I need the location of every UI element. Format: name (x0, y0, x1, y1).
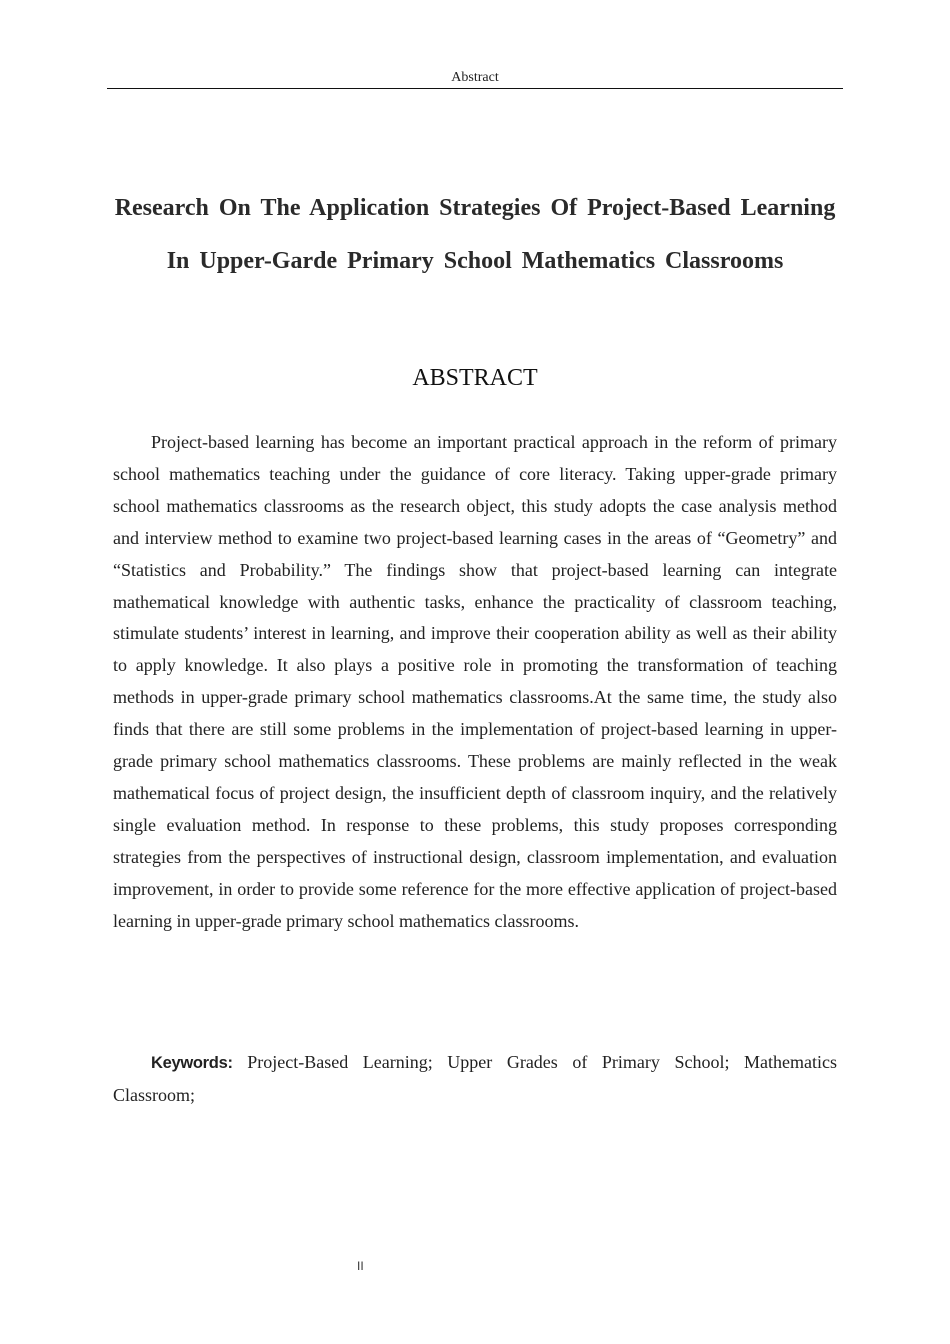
paper-title: Research On The Application Strategies Of Project-Based Learning In Upper-Garde Primary School Mathematics Classrooms (114, 195, 836, 274)
keywords-label: Keywords: (151, 1054, 233, 1072)
keywords-text: Project-Based Learning; Upper Grades of Primary School; Mathematics Classroom; (113, 1052, 837, 1105)
abstract-body: Project-based learning has become an important practical approach in the reform of primary school mathematics teaching under the guidance of core literacy. Taking upper-grade primary school mathematics classrooms as the research object, this study adopts the case analysis method and interview method to examine two project-based learning cases in the areas of “Geometry” and “Statistics and Probability.” The findings show that project-based learning can integrate mathematical knowledge with authentic tasks, enhance the practicality of classroom teaching, stimulate students’ interest in learning, and improve their cooperation ability as well as their ability to apply knowledge. It also plays a positive role in promoting the transformation of teaching methods in upper-grade primary school mathematics classrooms.At the same time, the study also finds that there are still some problems in the implementation of project-based learning in upper-grade primary school mathematics classrooms. These problems are mainly reflected in the weak mathematical focus of project design, the insufficient depth of classroom inquiry, and the relatively single evaluation method. In response to these problems, this study proposes corresponding strategies from the perspectives of instructional design, classroom implementation, and evaluation improvement, in order to provide some reference for the more effective application of project-based learning in upper-grade primary school mathematics classrooms. (113, 432, 837, 931)
keywords-paragraph (113, 1046, 837, 1111)
running-header: Abstract (451, 70, 499, 85)
abstract-heading: ABSTRACT (412, 365, 538, 391)
header-rule (107, 88, 843, 89)
page-number: II (357, 1259, 364, 1273)
